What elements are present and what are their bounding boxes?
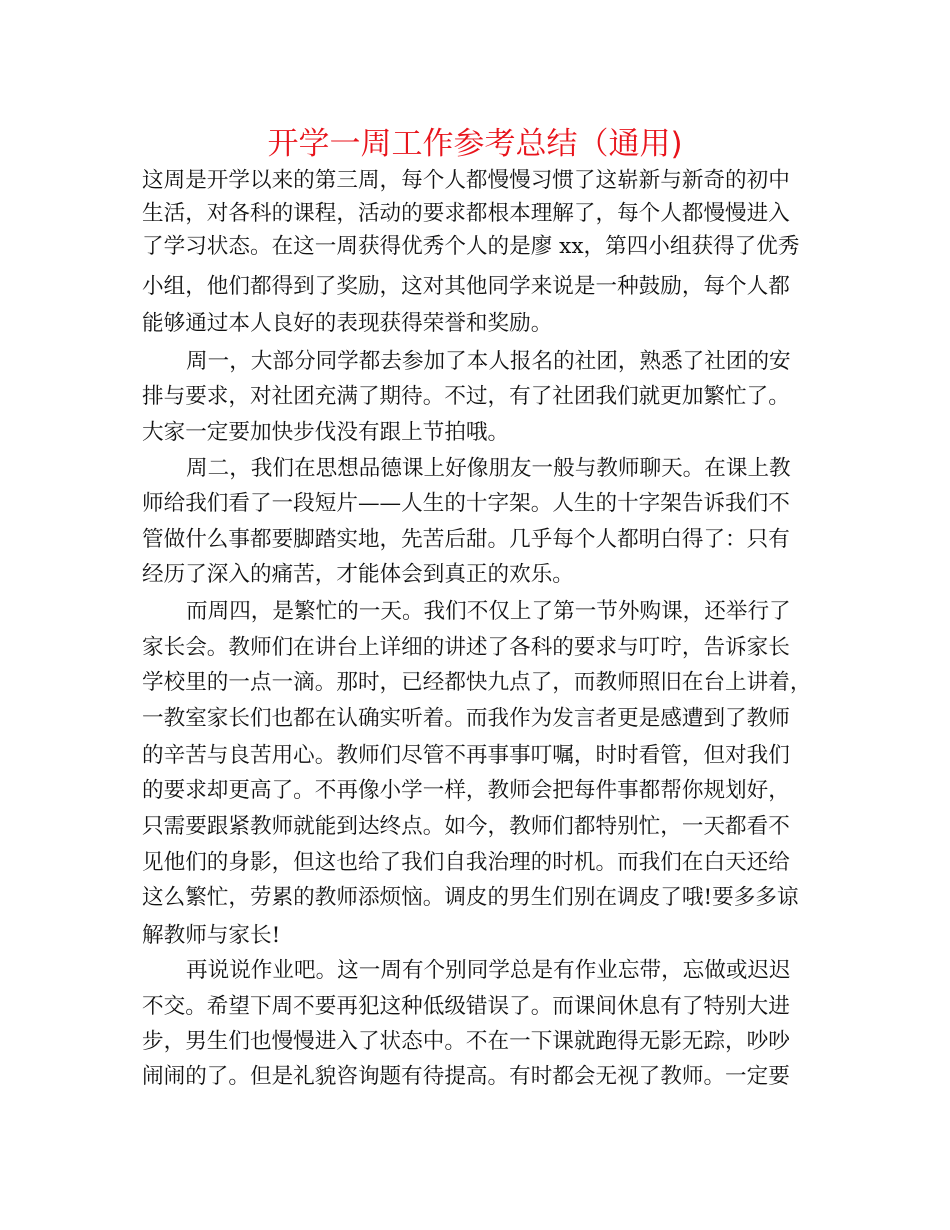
- text-line: 生活，对各科的课程，活动的要求都根本理解了，每个人都慢慢进入: [142, 201, 790, 226]
- text-line: 只需要跟紧教师就能到达终点。如今，教师们都特别忙，一天都看不: [142, 814, 790, 839]
- text-line: 见他们的身影，但这也给了我们自我治理的时机。而我们在白天还给: [142, 850, 790, 875]
- text-line: 能够通过本人良好的表现获得荣誉和奖励。: [142, 311, 553, 336]
- text-line: 排与要求，对社团充满了期待。不过，有了社团我们就更加繁忙了。: [142, 384, 790, 409]
- paragraph-first-line: 周一，大部分同学都去参加了本人报名的社团，熟悉了社团的安: [186, 349, 791, 374]
- document-title: 开学一周工作参考总结（通用): [267, 126, 683, 162]
- text-line: 大家一定要加快步伐没有跟上节拍哦。: [142, 420, 510, 445]
- text-line: 步，男生们也慢慢进入了状态中。不在一下课就跑得无影无踪，吵吵: [142, 1029, 790, 1054]
- text-line: 这周是开学以来的第三周，每个人都慢慢习惯了这崭新与新奇的初中: [142, 168, 790, 193]
- text-line: 的辛苦与良苦用心。教师们尽管不再事事叮嘱，时时看管，但对我们: [142, 743, 790, 768]
- text-line: 了学习状态。在这一周获得优秀个人的是廖 xx，第四小组获得了优秀: [142, 234, 800, 259]
- text-line: 家长会。教师们在讲台上详细的讲述了各科的要求与叮咛，告诉家长: [142, 635, 790, 660]
- paragraph-first-line: 周二，我们在思想品德课上好像朋友一般与教师聊天。在课上教: [186, 456, 791, 481]
- text-line: 的要求却更高了。不再像小学一样，教师会把每件事都帮你规划好，: [142, 778, 790, 803]
- text-line: 学校里的一点一滴。那时，已经都快九点了，而教师照旧在台上讲着，: [142, 670, 812, 695]
- paragraph-first-line: 而周四，是繁忙的一天。我们不仅上了第一节外购课，还举行了: [186, 599, 791, 624]
- text-line: 这么繁忙，劳累的教师添烦恼。调皮的男生们别在调皮了哦!要多多谅: [142, 885, 799, 910]
- text-line: 小组，他们都得到了奖励，这对其他同学来说是一种鼓励，每个人都: [142, 274, 790, 299]
- paragraph-first-line: 再说说作业吧。这一周有个别同学总是有作业忘带，忘做或迟迟: [186, 958, 791, 983]
- text-line: 解教师与家长!: [142, 923, 281, 948]
- text-line: 闹闹的了。但是礼貌咨询题有待提高。有时都会无视了教师。一定要: [142, 1064, 790, 1089]
- text-line: 一教室家长们也都在认确实听着。而我作为发言者更是感遭到了教师: [142, 706, 790, 731]
- text-line: 经历了深入的痛苦，才能体会到真正的欢乐。: [142, 562, 574, 587]
- text-line: 管做什么事都要脚踏实地，先苦后甜。几乎每个人都明白得了：只有: [142, 527, 790, 552]
- text-line: 不交。希望下周不要再犯这种低级错误了。而课间休息有了特别大进: [142, 994, 790, 1019]
- text-line: 师给我们看了一段短片——人生的十字架。人生的十字架告诉我们不: [142, 491, 790, 516]
